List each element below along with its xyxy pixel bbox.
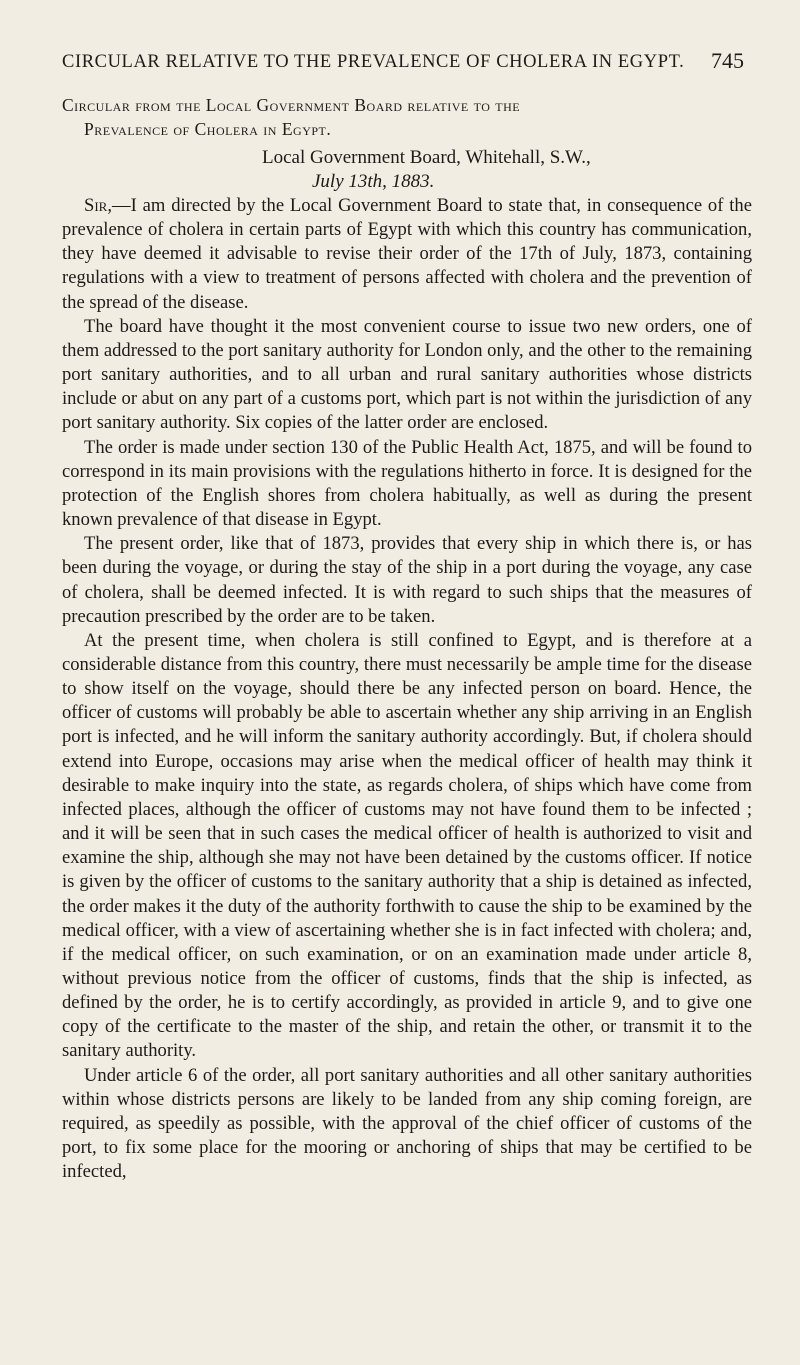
title-line-1: Circular from the Local Government Board relative to the — [62, 95, 521, 115]
paragraph-text: —I am directed by the Local Government Board to state that, in consequence of the prevalence of cholera in certain parts of Egypt with which this country has communication, they have deemed it advisable to revise their order of the 17th of July, 1873, containing regulations with a view to treatment of persons affected with cholera and the prevention of the spread of the disease. — [62, 195, 752, 313]
paragraph: The order is made under section 130 of the Public Health Act, 1875, and will be found to correspond in its main provisions with the regulations hitherto in force. It is designed for the protection of the English shores from cholera habitually, as well as during the present known prevalence of that disease in Egypt. — [62, 436, 752, 531]
circular-title — [62, 93, 752, 141]
salutation: Sir, — [84, 195, 112, 216]
running-head: CIRCULAR RELATIVE TO THE PREVALENCE OF CHOLERA IN EGYPT. — [62, 52, 685, 72]
paragraph: At the present time, when cholera is still confined to Egypt, and is therefore at a considerable distance from this country, there must necessarily be ample time for the disease to show itself on the voyage, should there be any infected person on board. Hence, the officer of customs will probably be able to ascertain whether any ship arriving in an English port is infected, and he will inform the sanitary authority accordingly. But, if cholera should extend into Europe, occasions may arise when the medical officer of health may think it desirable to make inquiry into the state, as regards cholera, of ships which have come from infected places, although the officer of customs may not have found them to be infected ; and it will be seen that in such cases the medical officer of health is authorized to visit and examine the ship, although she may not have been detained by the customs officer. If notice is given by the officer of customs to the sanitary authority that a ship is detained as infected, the order makes it the duty of the authority forthwith to cause the ship to be examined by the medical officer, with a view of ascertaining whether she is in fact infected with cholera; and, if the medical officer, on such examination, or on an examination made under article 8, without previous notice from the officer of customs, finds that the ship is infected, as defined by the order, he is to certify accordingly, as provided in article 9, and to give one copy of the certificate to the master of the ship, and retain the other, or transmit it to the sanitary authority. — [62, 629, 752, 1062]
page-number: 745 — [711, 48, 744, 73]
dateline — [0, 146, 800, 194]
sender-address: Local Government Board, Whitehall, S.W., — [262, 147, 591, 168]
paragraph — [62, 194, 752, 315]
letter-body — [62, 194, 752, 1184]
title-line-2: Prevalence of Cholera in Egypt. — [84, 119, 332, 139]
paragraph: The board have thought it the most convenient course to issue two new orders, one of them addressed to the port sanitary authority for London only, and the other to the remaining port sanitary authorities, and to all urban and rural sanitary authorities whose districts include or abut on any part of a customs port, which part is not within the jurisdiction of any port sanitary authority. Six copies of the latter order are enclosed. — [62, 315, 752, 434]
letter-date: July 13th, 1883. — [312, 171, 435, 192]
paragraph: Under article 6 of the order, all port sanitary authorities and all other sanitary authorities within whose districts persons are likely to be landed from any ship coming foreign, are required, as speedily as possible, with the approval of the chief officer of customs of the port, to fix some place for the mooring or anchoring of ships that may be certified to be infected, — [62, 1064, 752, 1183]
paragraph: The present order, like that of 1873, provides that every ship in which there is, or has been during the voyage, or during the stay of the ship in a port during the voyage, any case of cholera, shall be deemed infected. It is with regard to such ships that the measures of precaution prescribed by the order are to be taken. — [62, 533, 752, 627]
